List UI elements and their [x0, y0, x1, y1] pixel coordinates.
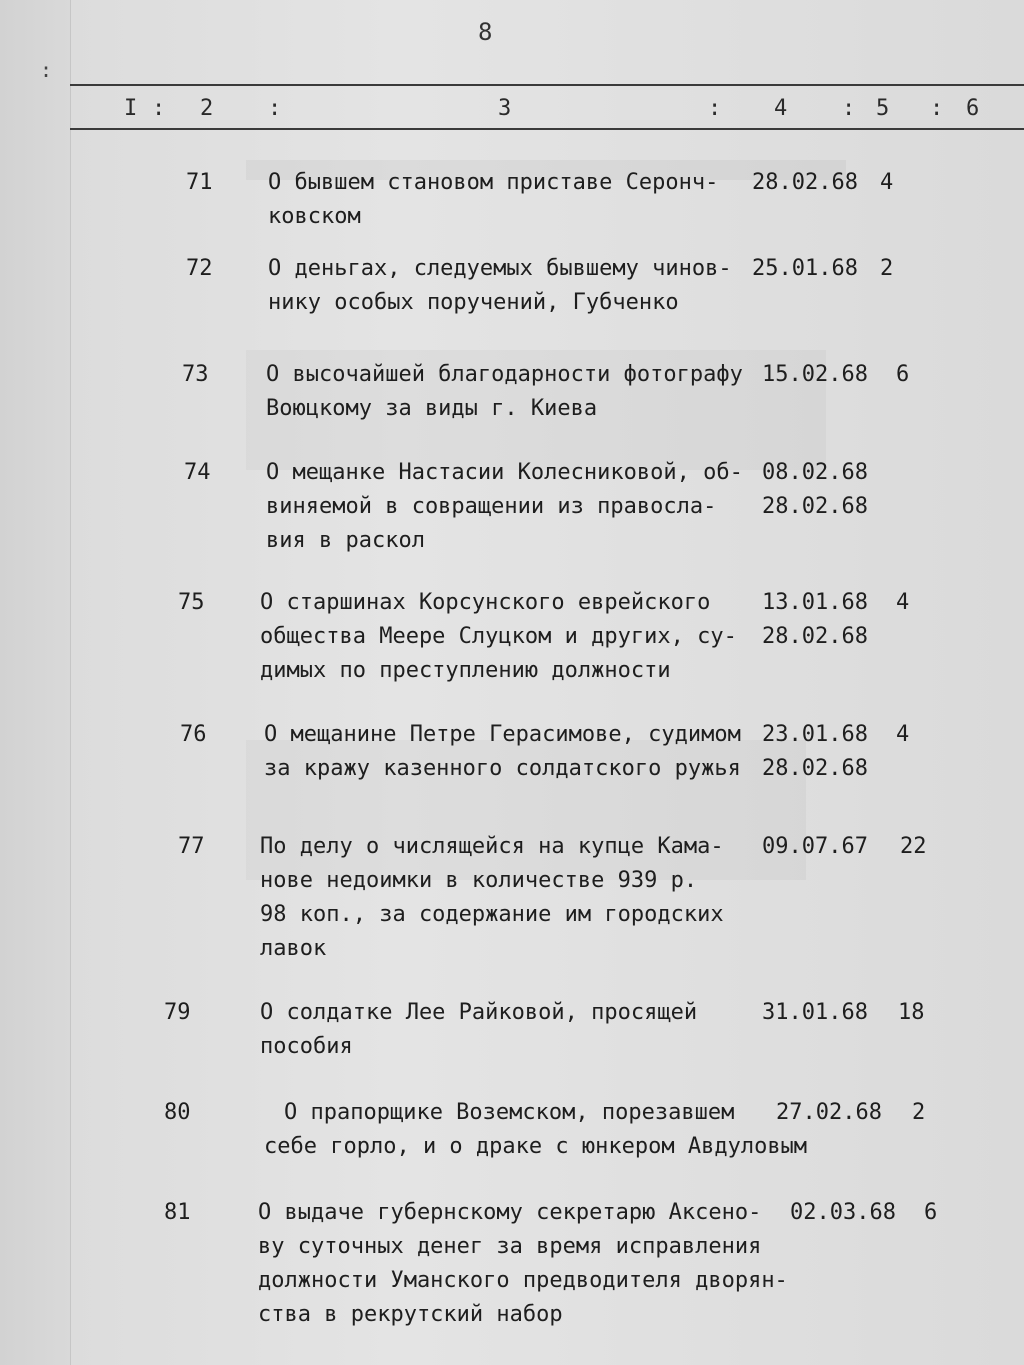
- entry-number: 77: [178, 834, 205, 859]
- column-header-1: I: [124, 96, 138, 121]
- entry-title-line: ковском: [268, 204, 361, 229]
- entry-title-line: нове недоимки в количестве 939 р.: [260, 868, 698, 893]
- column-separator: :: [268, 96, 282, 121]
- entry-title-line: ву суточных денег за время исправления: [258, 1234, 762, 1259]
- page-left-margin: [0, 0, 71, 1365]
- entry-date: 28.02.68: [762, 624, 868, 649]
- page-number: 8: [478, 18, 493, 46]
- entry-title-line: О прапорщике Воземском, порезавшем: [284, 1100, 735, 1125]
- entry-title-line: По делу о числящейся на купце Кама-: [260, 834, 724, 859]
- entry-title-line: ства в рекрутский набор: [258, 1302, 563, 1327]
- entry-title-line: О высочайшей благодарности фотографу: [266, 362, 743, 387]
- entry-dates: [762, 586, 868, 654]
- entry-title: [268, 252, 732, 320]
- entry-title: [266, 456, 743, 558]
- entry-title-line: за кражу казенного солдатского ружья: [264, 756, 741, 781]
- entry-date: 28.02.68: [762, 494, 868, 519]
- entry-title-line: Воюцкому за виды г. Киева: [266, 396, 598, 421]
- entry-title-line: О солдатке Лее Райковой, просящей: [260, 1000, 698, 1025]
- entry-sheets: 22: [900, 834, 927, 859]
- entry-title-line: О мещанине Петре Герасимове, судимом: [264, 722, 741, 747]
- entry-dates: [752, 252, 858, 286]
- entry-dates: [790, 1196, 896, 1230]
- entry-title: [264, 1096, 807, 1164]
- header-rule-top: [70, 84, 1024, 86]
- entry-date: 02.03.68: [790, 1200, 896, 1225]
- entry-title-line: 98 коп., за содержание им городских: [260, 902, 724, 927]
- column-header-6: 6: [966, 96, 980, 121]
- entry-date: 31.01.68: [762, 1000, 868, 1025]
- entry-number: 71: [186, 170, 213, 195]
- entry-number: 74: [184, 460, 211, 485]
- entry-title-line: виняемой в совращении из правосла-: [266, 494, 717, 519]
- entry-number: 79: [164, 1000, 191, 1025]
- column-separator: :: [930, 96, 944, 121]
- entry-sheets: 4: [896, 590, 910, 615]
- entry-title-line: димых по преступлению должности: [260, 658, 671, 683]
- entry-number: 75: [178, 590, 205, 615]
- entry-dates: [776, 1096, 882, 1130]
- entry-date: 13.01.68: [762, 590, 868, 615]
- header-rule-bottom: [70, 128, 1024, 130]
- entry-title-line: О выдаче губернскому секретарю Аксено-: [258, 1200, 762, 1225]
- entry-number: 73: [182, 362, 209, 387]
- entry-sheets: 4: [880, 170, 894, 195]
- entry-title-line: себе горло, и о драке с юнкером Авдуловым: [264, 1134, 808, 1159]
- column-separator: :: [708, 96, 722, 121]
- entry-title-line: лавок: [260, 936, 327, 961]
- entry-number: 81: [164, 1200, 191, 1225]
- entry-dates: [752, 166, 858, 200]
- entry-title-line: должности Уманского предводителя дворян-: [258, 1268, 788, 1293]
- entry-title: [260, 996, 697, 1064]
- entry-title: [260, 586, 737, 688]
- entry-sheets: 6: [896, 362, 910, 387]
- entry-number: 76: [180, 722, 207, 747]
- entry-sheets: 2: [880, 256, 894, 281]
- entry-number: 72: [186, 256, 213, 281]
- column-header-2: 2: [200, 96, 214, 121]
- entry-dates: [762, 718, 868, 786]
- entry-title-line: О бывшем становом приставе Серонч-: [268, 170, 719, 195]
- entry-title: [260, 830, 724, 966]
- entry-title: [268, 166, 718, 234]
- column-separator: :: [842, 96, 856, 121]
- entry-date: 23.01.68: [762, 722, 868, 747]
- entry-dates: [762, 358, 868, 392]
- entry-sheets: 18: [898, 1000, 925, 1025]
- entry-dates: [762, 996, 868, 1030]
- entry-title-line: пособия: [260, 1034, 353, 1059]
- column-header-5: 5: [876, 96, 890, 121]
- entry-date: 15.02.68: [762, 362, 868, 387]
- entry-sheets: 4: [896, 722, 910, 747]
- entry-date: 09.07.67: [762, 834, 868, 859]
- entry-title-line: вия в раскол: [266, 528, 425, 553]
- entry-title: [264, 718, 741, 786]
- column-header-3: 3: [498, 96, 512, 121]
- entry-date: 25.01.68: [752, 256, 858, 281]
- entry-date: 28.02.68: [752, 170, 858, 195]
- entry-date: 28.02.68: [762, 756, 868, 781]
- entry-title-line: общества Меере Слуцком и других, су-: [260, 624, 737, 649]
- entry-number: 80: [164, 1100, 191, 1125]
- entry-date: 27.02.68: [776, 1100, 882, 1125]
- entry-title-line: О старшинах Корсунского еврейского: [260, 590, 711, 615]
- entry-dates: [762, 830, 868, 864]
- entry-dates: [762, 456, 868, 524]
- entry-date: 08.02.68: [762, 460, 868, 485]
- entry-title: [258, 1196, 788, 1332]
- entry-sheets: 6: [924, 1200, 938, 1225]
- entry-title-line: О деньгах, следуемых бывшему чинов-: [268, 256, 732, 281]
- column-separator: :: [152, 96, 166, 121]
- margin-mark: :: [40, 58, 53, 82]
- entry-title-line: О мещанке Настасии Колесниковой, об-: [266, 460, 743, 485]
- column-header-4: 4: [774, 96, 788, 121]
- entry-sheets: 2: [912, 1100, 926, 1125]
- entry-title: [266, 358, 743, 426]
- entry-title-line: нику особых поручений, Губченко: [268, 290, 679, 315]
